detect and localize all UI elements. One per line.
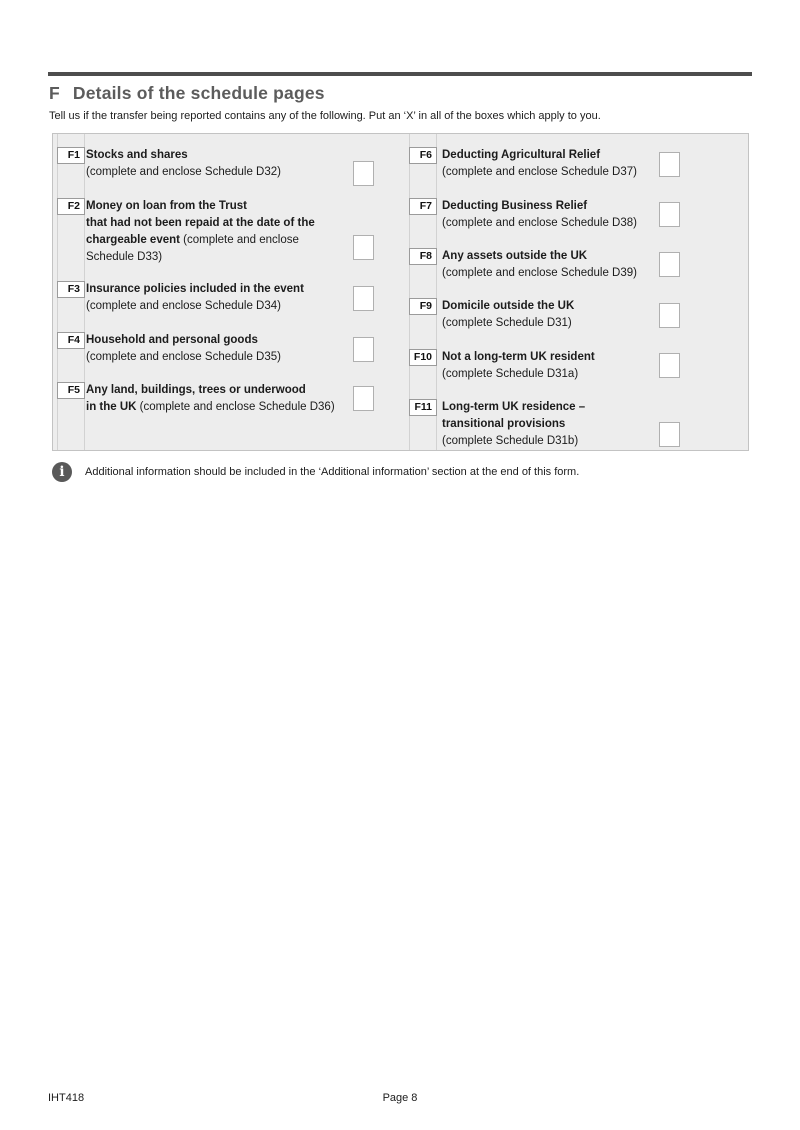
checkbox-f6[interactable] bbox=[659, 152, 680, 177]
checkbox-f3[interactable] bbox=[353, 286, 374, 311]
item-desc-text: (complete and enclose Schedule D34) bbox=[86, 300, 281, 312]
item-title-text: transitional provisions bbox=[442, 418, 566, 430]
item-desc-text: (complete Schedule D31b) bbox=[442, 435, 579, 447]
item-text bbox=[86, 147, 348, 181]
item-title-text: Household and personal goods bbox=[86, 334, 258, 346]
item-title-text: Any land, buildings, trees or underwood bbox=[86, 384, 306, 396]
item-number-box: F4 bbox=[57, 332, 85, 349]
item-text bbox=[442, 298, 650, 332]
item-title-text: Deducting Business Relief bbox=[442, 200, 588, 212]
item-text bbox=[442, 147, 650, 181]
item-desc-text: Schedule D33) bbox=[86, 251, 163, 263]
page-number: Page 8 bbox=[382, 1092, 418, 1104]
item-title-text: Money on loan from the Trust bbox=[86, 200, 248, 212]
item-title-text: Not a long-term UK resident bbox=[442, 351, 595, 363]
item-number-box: F7 bbox=[409, 198, 437, 215]
section-divider-rule bbox=[48, 72, 752, 76]
item-title-text: that had not been repaid at the date of the bbox=[86, 217, 315, 229]
item-desc-text: (complete and enclose Schedule D39) bbox=[442, 267, 637, 279]
item-number-box: F3 bbox=[57, 281, 85, 298]
section-title: Details of the schedule pages bbox=[72, 83, 325, 103]
item-desc-text: (complete and enclose Schedule D32) bbox=[86, 166, 281, 178]
item-number-box: F10 bbox=[409, 349, 437, 366]
item-title-text: Domicile outside the UK bbox=[442, 300, 575, 312]
item-text bbox=[86, 332, 348, 366]
item-number-box: F6 bbox=[409, 147, 437, 164]
item-number-box: F2 bbox=[57, 198, 85, 215]
item-title-text: Any assets outside the UK bbox=[442, 250, 588, 262]
item-desc-text: (complete and enclose bbox=[183, 234, 299, 246]
checkbox-f5[interactable] bbox=[353, 386, 374, 411]
note-text: Additional information should be included in the ‘Additional information’ section at the end of this form. bbox=[85, 466, 580, 478]
item-number-box: F5 bbox=[57, 382, 85, 399]
item-text bbox=[442, 198, 650, 232]
checkbox-f11[interactable] bbox=[659, 422, 680, 447]
item-text bbox=[442, 349, 650, 383]
item-title-text: in the UK bbox=[86, 401, 140, 413]
checkbox-f4[interactable] bbox=[353, 337, 374, 362]
checkbox-f10[interactable] bbox=[659, 353, 680, 378]
checkbox-f8[interactable] bbox=[659, 252, 680, 277]
additional-info-note bbox=[52, 462, 579, 482]
item-desc-text: (complete Schedule D31) bbox=[442, 317, 572, 329]
item-text bbox=[86, 198, 348, 266]
item-text bbox=[442, 399, 650, 450]
item-desc-text: (complete and enclose Schedule D36) bbox=[139, 401, 335, 413]
item-number-box: F8 bbox=[409, 248, 437, 265]
checkbox-f1[interactable] bbox=[353, 161, 374, 186]
info-icon-glyph: i bbox=[59, 464, 65, 480]
item-number-box: F11 bbox=[409, 399, 437, 416]
item-desc-text: (complete and enclose Schedule D37) bbox=[442, 166, 637, 178]
info-icon bbox=[52, 462, 72, 482]
item-title-text: Insurance policies included in the event bbox=[86, 283, 304, 295]
item-title-text: chargeable event bbox=[86, 234, 184, 246]
checkbox-f2[interactable] bbox=[353, 235, 374, 260]
item-title-text: Stocks and shares bbox=[86, 149, 188, 161]
schedule-panel bbox=[52, 133, 749, 451]
item-desc-text: (complete and enclose Schedule D35) bbox=[86, 351, 281, 363]
checkbox-f9[interactable] bbox=[659, 303, 680, 328]
item-text bbox=[86, 281, 348, 315]
item-title-text: Long-term UK residence – bbox=[442, 401, 586, 413]
section-heading bbox=[49, 83, 325, 104]
item-number-box: F1 bbox=[57, 147, 85, 164]
item-desc-text: (complete and enclose Schedule D38) bbox=[442, 217, 637, 229]
item-number-box: F9 bbox=[409, 298, 437, 315]
section-letter: F bbox=[49, 83, 60, 103]
checkbox-f7[interactable] bbox=[659, 202, 680, 227]
item-text bbox=[86, 382, 348, 416]
item-text bbox=[442, 248, 650, 282]
form-id: IHT418 bbox=[48, 1092, 85, 1104]
item-desc-text: (complete Schedule D31a) bbox=[442, 368, 579, 380]
item-title-text: Deducting Agricultural Relief bbox=[442, 149, 601, 161]
section-instructions: Tell us if the transfer being reported contains any of the following. Put an ‘X’ in all of the boxes which apply to you. bbox=[49, 110, 601, 122]
